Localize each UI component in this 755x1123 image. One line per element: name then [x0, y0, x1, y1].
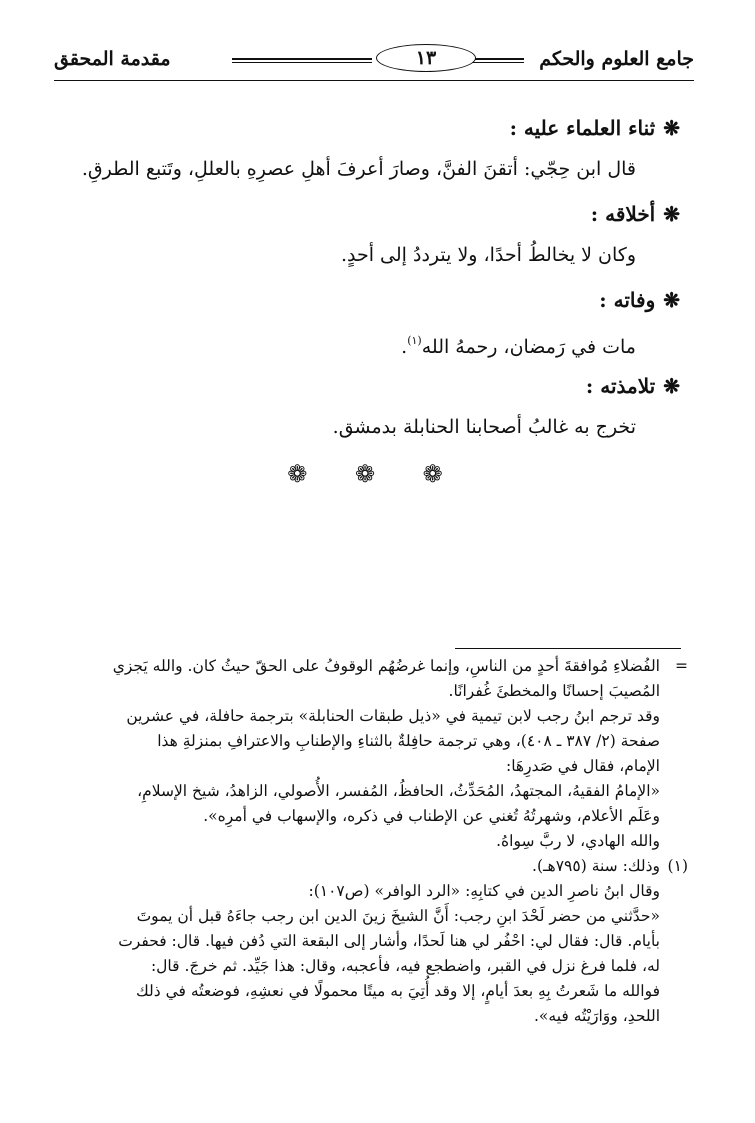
footnote-line — [66, 829, 688, 854]
footnote-ref[interactable]: (١) — [407, 334, 422, 347]
paragraph-death — [70, 318, 680, 368]
footnote-text: صفحة (٢/ ٣٨٧ ـ ٤٠٨)، وهي ترجمة حافِلةٌ بالثناءِ والإطنابِ والاعترافِ بمنزلةِ هذا — [157, 732, 660, 750]
footnote-text: المُصيبَ إحسانًا والمخطئَ غُفرانًا. — [448, 682, 660, 700]
asterisk-icon: ❋ — [663, 202, 680, 226]
footnote-text: وقال ابنُ ناصرِ الدين في كتابِهِ: «الرد الوافر» (ص١٠٧): — [308, 882, 660, 900]
footnote-text: «حدَّثني من حضر لَحْدَ ابنِ رجب: أَنَّ الشيخَ زينَ الدين ابن رجب جاءَهُ قبل أن يموتَ — [136, 907, 660, 925]
footnote-line — [66, 804, 688, 829]
book-title: جامع العلوم والحكم — [539, 48, 694, 70]
asterisk-icon: ❋ — [663, 288, 680, 312]
heading-text: أخلاقه : — [590, 202, 656, 226]
footnote-mark: (١) — [667, 857, 688, 875]
footnote-text: الفُضلاءِ مُوافقةَ أحدٍ من الناسِ، وإنما غرضُهُم الوقوفُ على الحقّ حيثُ كان. والله يَجزي — [112, 657, 660, 675]
footnote-line — [66, 1004, 688, 1029]
heading-death — [70, 282, 680, 318]
section-end-ornament: ❁ ❁ ❁ — [287, 460, 463, 488]
footnote-line — [66, 729, 688, 754]
heading-text: وفاته : — [599, 288, 656, 312]
main-text — [70, 110, 680, 490]
paragraph-character: وكان لا يخالطُ أحدًا، ولا يترددُ إلى أحدٍ. — [340, 244, 636, 266]
running-header — [54, 44, 694, 82]
footnote-text: والله الهادي، لا ربَّ سِواهُ. — [496, 832, 660, 850]
heading-text: تلامذته : — [585, 374, 656, 398]
footnote-line — [66, 879, 688, 904]
asterisk-icon: ❋ — [663, 374, 680, 398]
footnote-line — [66, 854, 688, 879]
paragraph-students: تخرج به غالبُ أصحابنا الحنابلة بدمشق. — [332, 416, 636, 438]
footnote-text: فوالله ما شَعرتُ بِهِ بعدَ أيامٍ، إلا وقد أُتِيَ به ميتًا محمولًا في نعشِهِ، فوضعتُه في ذلك — [135, 982, 660, 1000]
heading-students — [70, 368, 680, 404]
footnote-line — [66, 954, 688, 979]
footnote-text: الإمام، فقال في صَدرِهَا: — [505, 757, 660, 775]
footnote-text: وقد ترجم ابنُ رجب لابن تيمية في «ذيل طبقات الحنابلة» بترجمة حافلة، في عشرين — [126, 707, 660, 725]
heading-character — [70, 196, 680, 232]
section-title: مقدمة المحقق — [54, 48, 171, 70]
asterisk-icon: ❋ — [663, 116, 680, 140]
heading-text: ثناء العلماء عليه : — [509, 116, 656, 140]
footnote-separator — [455, 648, 681, 649]
paragraph-praise: قال ابن حِجّي: أتقنَ الفنَّ، وصارَ أعرفَ أهلِ عصرِهِ بالعللِ، وتَتبع الطرقِ. — [81, 158, 636, 180]
page-number: ١٣ — [376, 44, 476, 72]
footnote-line — [66, 679, 688, 704]
footnote-line — [66, 929, 688, 954]
footnote-text: وعَلَم الأعلام، وشهرتُهُ تُغني عن الإطناب في ذكره، والإسهاب في أمرِه». — [203, 807, 660, 825]
footnote-line — [66, 779, 688, 804]
footnote-text: بأيام. قال: فقال لي: احْفُر لي هنا لَحدًا، وأشار إلى البقعة التي دُفن فيها. قال: فحفرت — [118, 932, 660, 950]
footnote-line — [66, 704, 688, 729]
death-text: مات في رَمضان، رحمهُ الله — [421, 336, 636, 358]
footnote-text: له، فلما فرغ نزل في القبر، واضطجع فيه، فأعجبه، وقال: هذا جَيِّد. ثم خرجَ. قال: — [150, 957, 660, 975]
footnote-text: «الإمامُ الفقيهُ، المجتهدُ، المُحَدِّثُ، الحافظُ، المُفسر، الأُصولي، الزاهدُ، شيخ الإسلامِ، — [137, 782, 660, 800]
footnote-line — [66, 904, 688, 929]
footnote-text: وذلك: سنة (٧٩٥هـ). — [532, 857, 660, 875]
footnote-line — [66, 754, 688, 779]
footnote-mark: = — [675, 657, 688, 675]
footnote-line — [66, 654, 688, 679]
heading-praise — [70, 110, 680, 146]
death-text-end: . — [401, 336, 408, 358]
footnotes — [66, 654, 688, 1029]
header-underline — [54, 80, 694, 81]
header-rule-left — [232, 58, 372, 63]
footnote-text: اللحدِ، ووَارَيْتُه فيه». — [533, 1007, 660, 1025]
footnote-line — [66, 979, 688, 1004]
